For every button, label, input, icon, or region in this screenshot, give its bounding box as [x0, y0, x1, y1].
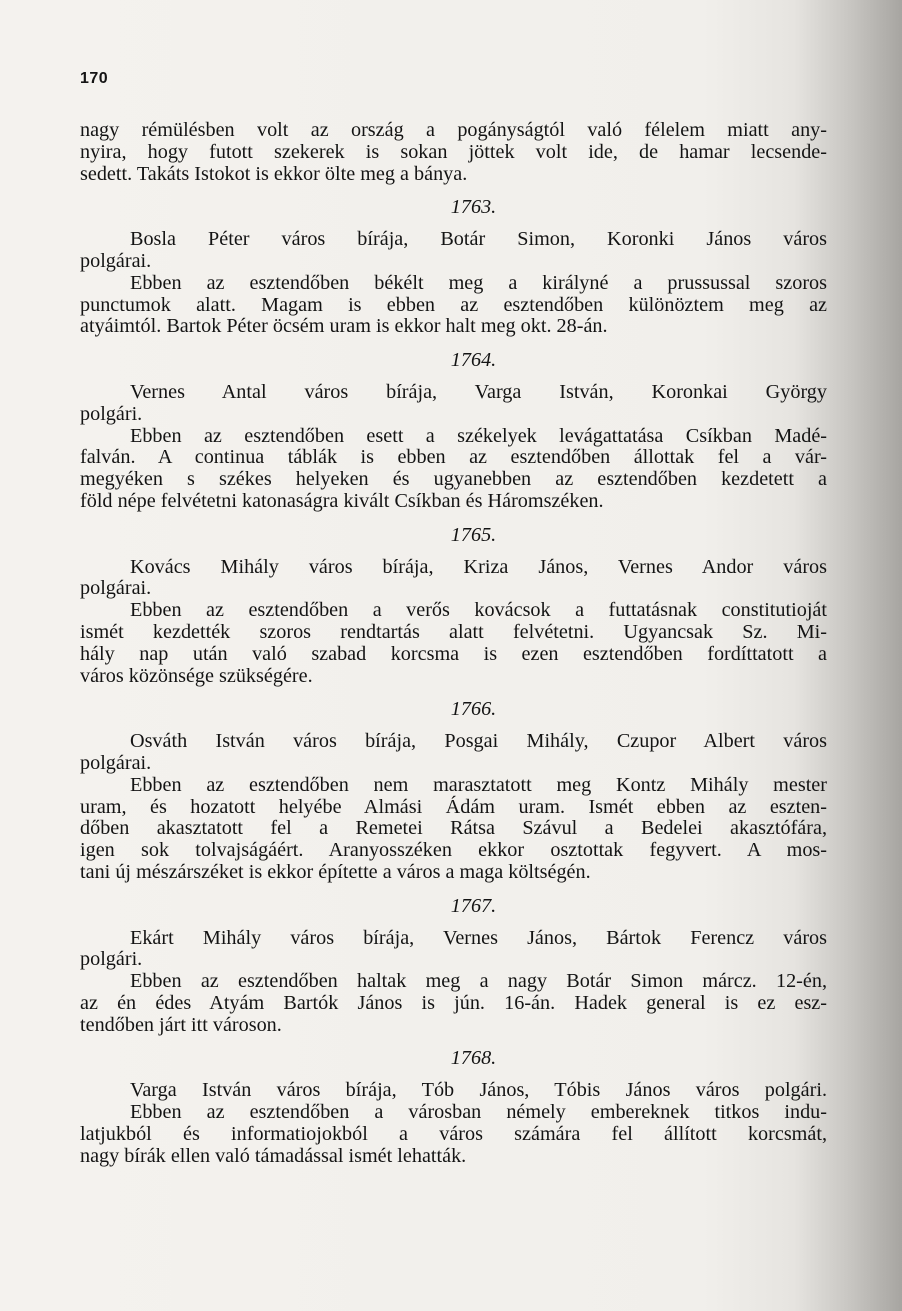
text-line: Varga István város bírája, Tób János, Tóbis János város polgári.	[130, 1079, 827, 1102]
year-heading: 1767.	[450, 894, 497, 917]
text-line: tani új mészárszéket is ekkor építette a város a maga költségén.	[80, 860, 591, 883]
text-line: Ebben az esztendőben a verős kovácsok a futtatásnak constitutioját	[130, 599, 827, 622]
text-line: Kovács Mihály város bírája, Kriza János, Vernes Andor város	[130, 555, 827, 578]
text-line: Ebben az esztendőben a városban némely embereknek titkos indu-	[130, 1101, 827, 1124]
year-entry	[80, 197, 827, 338]
text-line: atyáimtól. Bartok Péter öcsém uram is ekkor halt meg okt. 28-án.	[80, 315, 608, 338]
year-entry	[80, 525, 827, 688]
text-line: megyéken s székes helyeken és ugyanebben az esztendőben kezdetett a	[80, 468, 827, 491]
text-line: föld népe felvétetni katonaságra kivált Csíkban és Háromszéken.	[80, 489, 604, 512]
year-heading: 1766.	[450, 698, 497, 721]
text-line: igen sok tolvajságáért. Aranyosszéken ekkor osztottak fegyvert. A mos-	[80, 839, 827, 862]
text-line: sedett. Takáts Istokot is ekkor ölte meg a bánya.	[80, 162, 468, 185]
text-line: dőben akasztatott fel a Remetei Rátsa Szávul a Bedelei akasztófára,	[80, 817, 827, 840]
text-line: Osváth István város bírája, Posgai Mihály, Czupor Albert város	[130, 730, 827, 753]
text-line: polgárai.	[80, 751, 152, 774]
year-heading: 1763.	[450, 196, 497, 219]
text-line: Ebben az esztendőben nem marasztatott meg Kontz Mihály mester	[130, 773, 827, 796]
page-number: 170	[80, 70, 109, 87]
text-line: tendőben járt itt városon.	[80, 1013, 282, 1036]
text-line: ismét kezdették szoros rendtartás alatt felvétetni. Ugyancsak Sz. Mi-	[80, 620, 827, 643]
text-line: uram, és hozatott helyébe Almási Ádám uram. Ismét ebben az eszten-	[80, 795, 827, 818]
text-line: polgári.	[80, 948, 143, 971]
text-line: Ebben az esztendőben haltak meg a nagy Botár Simon márcz. 12-én,	[130, 970, 827, 993]
text-line: Bosla Péter város bírája, Botár Simon, Koronki János város	[130, 228, 827, 251]
text-line: falván. A continua táblák is ebben az esztendőben állottak fel a vár-	[80, 446, 827, 469]
page-text	[80, 120, 827, 1167]
text-line: Ebben az esztendőben esett a székelyek levágattatása Csíkban Madé-	[130, 424, 827, 447]
text-line: nagy rémülésben volt az ország a pogányságtól való félelem miatt any-	[80, 119, 827, 141]
text-line: Ebben az esztendőben békélt meg a királyné a prussussal szoros	[130, 271, 827, 294]
year-heading: 1765.	[450, 523, 497, 546]
year-entry	[80, 350, 827, 513]
text-line: polgárai.	[80, 577, 152, 600]
year-entry	[80, 699, 827, 883]
year-heading: 1764.	[450, 349, 497, 372]
text-line: polgárai.	[80, 249, 152, 272]
year-entry	[80, 1048, 827, 1167]
text-line: polgári.	[80, 402, 143, 425]
text-line: nyira, hogy futott szekerek is sokan jöttek volt ide, de hamar lecsende-	[80, 140, 827, 163]
year-entry	[80, 896, 827, 1037]
text-line: Vernes Antal város bírája, Varga István, Koronkai György	[130, 380, 827, 403]
text-line: hály nap után való szabad korcsma is ezen esztendőben fordíttatott a	[80, 642, 827, 665]
text-line: az én édes Atyám Bartók János is jún. 16-án. Hadek general is ez esz-	[80, 991, 827, 1014]
text-line: Ekárt Mihály város bírája, Vernes János, Bártok Ferencz város	[130, 926, 827, 949]
text-line: latjukból és informatiojokból a város számára fel állított korcsmát,	[80, 1122, 827, 1145]
text-line: punctumok alatt. Magam is ebben az esztendőben különöztem meg az	[80, 293, 827, 316]
intro-paragraph	[80, 120, 827, 185]
text-line: város közönsége szükségére.	[80, 664, 313, 687]
year-heading: 1768.	[450, 1047, 497, 1070]
text-line: nagy bírák ellen való támadással ismét lehatták.	[80, 1144, 467, 1167]
